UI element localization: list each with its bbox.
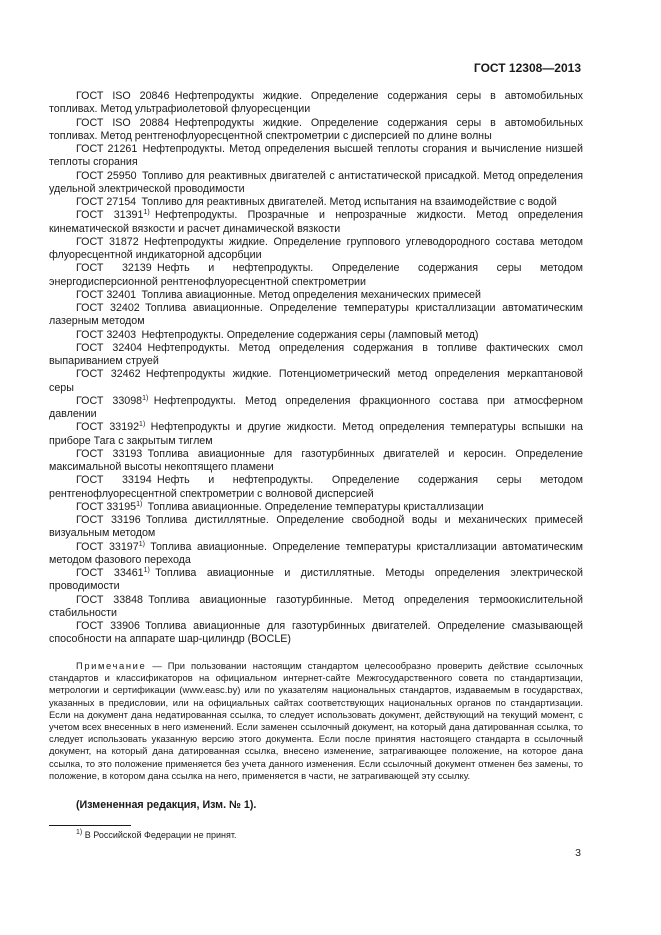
note-text: — При пользовании настоящим стандартом целесообразно проверить действие ссылочных стандартов и классификаторов на официальном интернет-сайте Межгосударственного совета по стандартизации, метрологии и сертификации (www.easc.by) или по указателям национальных стандартов, издаваемым в государствах, указанных в предисловии, или на официальных сайтах соответствующих национальных органов по стандартизации. Если на документ дана недатированная ссылка, то следует использовать документ, действующий на текущий момент, с учетом всех внесенных в него изменений. Если заменен ссылочный документ, на который дана датированная ссылка, то следует использовать указанную версию этого документа. Если после принятия настоящего стандарта в ссылочный документ, на который дана датированная ссылка, внесено изменение, затрагивающее положение, на которое дана ссылка, то это положение применяется без учета данного изменения. Если ссылочный документ отменен без замены, то положение, в котором дана ссылка на него, применяется в части, не затрагивающей эту ссылку. [49, 660, 583, 781]
reference-title: Топлива авиационные для газотурбинных двигателей. Определение смазывающей способности на аппарате шар-цилиндр (BOCLE) [49, 620, 583, 646]
footnote-ref: 1) [143, 209, 150, 217]
reference-title: Топлива авиационные. Определение температуры кристаллизации автоматическим методом фазового перехода [49, 540, 583, 566]
reference-item [49, 209, 583, 236]
footnote-ref: 1) [138, 540, 145, 548]
reference-code: ГОСТ 32401 [76, 288, 137, 301]
reference-item [49, 302, 583, 329]
footnote-divider [49, 825, 131, 826]
reference-code: ГОСТ 32402 [76, 302, 140, 314]
reference-item [49, 170, 583, 197]
reference-title: Нефтепродукты жидкие. Определение содержания серы в автомобильных топливах. Метод ультрафиолетовой флуоресценции [49, 90, 583, 116]
reference-title: Топлива дистиллятные. Определение свободной воды и механических примесей визуальным методом [49, 514, 583, 540]
reference-item [49, 236, 583, 263]
reference-item [49, 329, 583, 342]
reference-code: ГОСТ 33197 [76, 540, 139, 553]
reference-code: ГОСТ 33196 [76, 514, 141, 526]
reference-code: ГОСТ 33192 [76, 421, 140, 434]
note-block [49, 660, 583, 782]
reference-title: Топлива авиационные. Определение температуры кристаллизации автоматическим лазерным методом [49, 302, 583, 328]
reference-code: ГОСТ 33848 [76, 593, 143, 606]
reference-title: Нефтепродукты. Прозрачные и непрозрачные жидкости. Метод определения кинематической вязкости и расчет динамической вязкости [49, 209, 583, 235]
reference-item [49, 289, 583, 302]
footnote-ref: 1) [142, 394, 149, 402]
normative-references-list [49, 90, 583, 647]
reference-code: ГОСТ 32462 [76, 368, 141, 381]
footnote-text: В Российской Федерации не принят. [82, 830, 237, 840]
reference-title: Нефтепродукты. Определение содержания серы (ламповый метод) [141, 328, 479, 341]
reference-title: Топлива авиационные. Метод определения механических примесей [141, 288, 481, 301]
reference-title: Топлива авиационные газотурбинные. Метод определения термоокислительной стабильности [49, 593, 583, 619]
reference-title: Нефтепродукты. Метод определения высшей теплоты сгорания и вычисление низшей теплоты сгорания [49, 143, 583, 169]
reference-item [49, 620, 583, 647]
reference-item [49, 262, 583, 289]
reference-code: ГОСТ 33461 [76, 567, 144, 579]
reference-code: ГОСТ 31391 [76, 209, 144, 222]
reference-code: ГОСТ 33906 [76, 620, 140, 632]
reference-item [49, 90, 583, 117]
reference-code: ГОСТ 33195 [76, 500, 137, 513]
reference-code: ГОСТ 33098 [76, 394, 143, 407]
reference-title: Топливо для реактивных двигателей с антистатической присадкой. Метод определения удельной электрической проводимости [49, 169, 583, 195]
reference-item [49, 342, 583, 369]
reference-item [49, 501, 583, 514]
footnote-mark: 1) [76, 829, 83, 836]
reference-code: ГОСТ 27154 [76, 196, 137, 208]
reference-code: ГОСТ 33194 [76, 474, 152, 487]
document-header: ГОСТ 12308—2013 [473, 61, 581, 75]
amendment-notice: (Измененная редакция, Изм. № 1). [76, 799, 257, 811]
reference-code: ГОСТ ISO 20846 [76, 90, 170, 102]
reference-item [49, 196, 583, 209]
reference-title: Топлива авиационные для газотурбинных двигателей и керосин. Определение максимальной высоты некоптящего пламени [49, 447, 583, 473]
footnote-ref: 1) [139, 421, 146, 429]
reference-code: ГОСТ 33193 [76, 447, 143, 460]
reference-item [49, 395, 583, 422]
reference-item [49, 143, 583, 170]
note-paragraph [49, 660, 583, 782]
reference-item [49, 594, 583, 621]
footnote [76, 830, 236, 840]
reference-item [49, 448, 583, 475]
page-number: 3 [575, 847, 581, 859]
footnote-ref: 1) [136, 500, 143, 508]
reference-title: Нефтепродукты жидкие. Определение содержания серы в автомобильных топливах. Метод рентгенофлуоресцентной спектрометрии с дисперсией по длине волны [49, 116, 583, 142]
reference-title: Нефтепродукты жидкие. Потенциометрический метод определения меркаптановой серы [49, 368, 583, 394]
reference-title: Нефть и нефтепродукты. Определение содержания серы методом рентгенофлуоресцентной спектрометрии с волновой дисперсией [49, 474, 583, 500]
reference-item [49, 567, 583, 594]
reference-item [49, 421, 583, 448]
reference-title: Нефтепродукты. Метод определения фракционного состава при атмосферном давлении [49, 394, 583, 420]
reference-item [49, 541, 583, 568]
footnote-ref: 1) [143, 567, 150, 574]
reference-item [49, 117, 583, 144]
reference-title: Нефтепродукты и другие жидкости. Метод определения температуры вспышки на приборе Тага с закрытым тиглем [49, 421, 583, 447]
reference-title: Нефтепродукты. Метод определения содержания в топливе фактических смол выпариванием струей [49, 341, 583, 367]
reference-code: ГОСТ 21261 [76, 143, 138, 155]
reference-code: ГОСТ 31872 [76, 235, 139, 248]
reference-title: Нефть и нефтепродукты. Определение содержания серы методом энергодисперсионной рентгенофлуоресцентной спектрометрии [49, 262, 583, 288]
reference-code: ГОСТ 32404 [76, 341, 143, 354]
reference-item [49, 514, 583, 541]
reference-code: ГОСТ 25950 [76, 169, 137, 182]
note-label: Примечание [76, 660, 147, 671]
reference-title: Топлива авиационные и дистиллятные. Методы определения электрической проводимости [49, 567, 583, 593]
reference-code: ГОСТ ISO 20884 [76, 116, 170, 129]
reference-code: ГОСТ 32403 [76, 328, 137, 341]
reference-title: Нефтепродукты жидкие. Определение группового углеводородного состава методом флуоресцентной индикаторной адсорбции [49, 235, 583, 261]
reference-item [49, 368, 583, 395]
reference-code: ГОСТ 32139 [76, 262, 152, 275]
reference-title: Топливо для реактивных двигателей. Метод испытания на взаимодействие с водой [141, 196, 557, 208]
reference-title: Топлива авиационные. Определение температуры кристаллизации [147, 500, 484, 513]
reference-item [49, 474, 583, 501]
